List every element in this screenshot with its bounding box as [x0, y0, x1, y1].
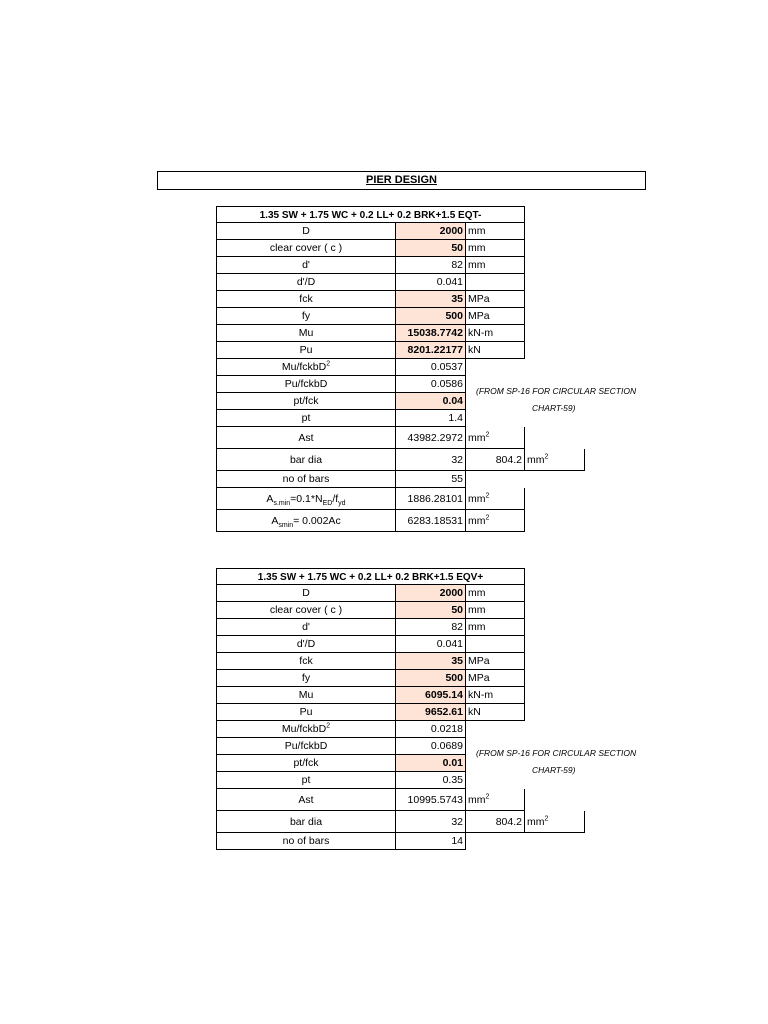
row-label: Ast	[216, 427, 396, 449]
row-label: pt	[216, 772, 396, 789]
row-label: no of bars	[216, 833, 396, 850]
row-value[interactable]: 2000	[395, 585, 466, 602]
row-label: bar dia	[216, 449, 396, 471]
row-label: d'	[216, 257, 396, 274]
row-value: 82	[395, 619, 466, 636]
row-label: Pu/fckbD	[216, 376, 396, 393]
row-label: pt	[216, 410, 396, 427]
row-unit: MPa	[465, 670, 525, 687]
row-value: 0.35	[395, 772, 466, 789]
row-value[interactable]: 50	[395, 240, 466, 257]
row-label: Mu	[216, 687, 396, 704]
table-header: 1.35 SW + 1.75 WC + 0.2 LL+ 0.2 BRK+1.5 EQV+	[216, 568, 525, 585]
row-value: 0.0218	[395, 721, 466, 738]
row-unit: mm	[465, 240, 525, 257]
row-label: Mu	[216, 325, 396, 342]
row-unit: MPa	[465, 291, 525, 308]
row-label: bar dia	[216, 811, 396, 833]
row-unit: mm	[465, 223, 525, 240]
chart-reference-note: (FROM SP-16 FOR CIRCULAR SECTION	[476, 748, 637, 758]
bar-area-unit: $mm^2$	[524, 811, 585, 833]
row-label: Mu/fckbD$^2$	[216, 721, 396, 738]
row-unit: MPa	[465, 308, 525, 325]
row-value[interactable]: 6095.14	[395, 687, 466, 704]
row-value: 0.0689	[395, 738, 466, 755]
row-label: fck	[216, 291, 396, 308]
row-label: Pu	[216, 704, 396, 721]
row-value[interactable]: 500	[395, 670, 466, 687]
row-value: 0.0586	[395, 376, 466, 393]
row-value: 32	[395, 811, 466, 833]
row-unit: $mm^2$	[465, 789, 525, 811]
chart-reference-note: CHART-59)	[532, 403, 576, 413]
bar-area-value: 804.2	[465, 811, 525, 833]
row-unit: $mm^2$	[465, 488, 525, 510]
row-value[interactable]: 50	[395, 602, 466, 619]
row-value[interactable]: 9652.61	[395, 704, 466, 721]
row-value[interactable]: 8201.22177	[395, 342, 466, 359]
row-label: d'	[216, 619, 396, 636]
row-value[interactable]: 15038.7742	[395, 325, 466, 342]
row-label: D	[216, 223, 396, 240]
bar-area-value: 804.2	[465, 449, 525, 471]
chart-reference-note: (FROM SP-16 FOR CIRCULAR SECTION	[476, 386, 637, 396]
row-unit: mm	[465, 585, 525, 602]
row-value: 6283.18531	[395, 510, 466, 532]
row-value: 0.041	[395, 636, 466, 653]
row-label: d'/D	[216, 636, 396, 653]
row-unit: mm	[465, 602, 525, 619]
row-label: pt/fck	[216, 755, 396, 772]
row-unit: MPa	[465, 653, 525, 670]
row-label: clear cover ( c )	[216, 240, 396, 257]
row-value: 1.4	[395, 410, 466, 427]
row-label: $A_{s.min}=0.1*N_{ED}/f_{yd}$	[216, 488, 396, 510]
row-value: 10995.5743	[395, 789, 466, 811]
row-unit: kN-m	[465, 325, 525, 342]
bar-area-unit: $mm^2$	[524, 449, 585, 471]
row-value[interactable]: 500	[395, 308, 466, 325]
row-value: 43982.2972	[395, 427, 466, 449]
row-label: fck	[216, 653, 396, 670]
row-label: Mu/fckbD$^2$	[216, 359, 396, 376]
page-title: PIER DESIGN	[157, 171, 646, 190]
row-unit: $mm^2$	[465, 510, 525, 532]
table-header: 1.35 SW + 1.75 WC + 0.2 LL+ 0.2 BRK+1.5 EQT-	[216, 206, 525, 223]
row-value: 82	[395, 257, 466, 274]
row-unit	[465, 274, 525, 291]
row-value: 1886.28101	[395, 488, 466, 510]
row-value: 32	[395, 449, 466, 471]
row-value[interactable]: 2000	[395, 223, 466, 240]
row-label: Ast	[216, 789, 396, 811]
row-label: D	[216, 585, 396, 602]
row-label: fy	[216, 670, 396, 687]
row-value: 55	[395, 471, 466, 488]
row-value[interactable]: 35	[395, 291, 466, 308]
row-unit: mm	[465, 619, 525, 636]
row-unit: kN	[465, 342, 525, 359]
row-label: Pu/fckbD	[216, 738, 396, 755]
row-value[interactable]: 35	[395, 653, 466, 670]
row-value[interactable]: 0.01	[395, 755, 466, 772]
row-unit: kN	[465, 704, 525, 721]
row-label: no of bars	[216, 471, 396, 488]
row-label: $A_{smin}= 0.002Ac$	[216, 510, 396, 532]
row-value: 0.041	[395, 274, 466, 291]
chart-reference-note: CHART-59)	[532, 765, 576, 775]
row-unit: kN-m	[465, 687, 525, 704]
row-unit	[465, 636, 525, 653]
row-value: 14	[395, 833, 466, 850]
row-unit: mm	[465, 257, 525, 274]
row-label: fy	[216, 308, 396, 325]
row-label: d'/D	[216, 274, 396, 291]
row-label: pt/fck	[216, 393, 396, 410]
row-label: clear cover ( c )	[216, 602, 396, 619]
row-value: 0.0537	[395, 359, 466, 376]
row-value[interactable]: 0.04	[395, 393, 466, 410]
row-label: Pu	[216, 342, 396, 359]
row-unit: $mm^2$	[465, 427, 525, 449]
